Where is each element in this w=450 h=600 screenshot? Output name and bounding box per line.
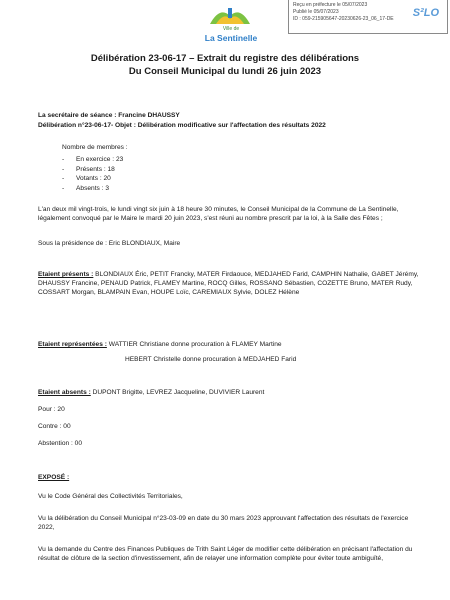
prefecture-stamp (288, 0, 448, 34)
members-list (62, 155, 123, 193)
stamp-brand-logo: S²LO (412, 7, 439, 19)
intro-paragraph: L'an deux mil vingt-trois, le lundi vingt six juin à 18 heure 30 minutes, le Conseil Municipal de la Commune de La Sentinelle, légalement convoqué par le Maire le mardi 20 juin 2023, s'est réuni au nombre prescrit par la loi, à la Salle des Fêtes ; (38, 206, 399, 222)
expose-paragraph-1: Vu le Code Général des Collectivités Territoriales, (38, 493, 183, 500)
vote-abstention: Abstention : 00 (38, 440, 82, 447)
list-item: - Absents : 3 (62, 184, 109, 192)
stamp-id: ID : 059-215905647-20230626-23_06_17-DE (293, 16, 394, 22)
object-line: Délibération n°23-06-17- Objet : Délibération modificative sur l'affectation des résultats 2022 (38, 122, 326, 129)
list-item: - Présents : 18 (62, 165, 115, 173)
expose-paragraph-3: Vu la demande du Centre des Finances Publiques de Trith Saint Léger de modifier cette délibération en précisant l'affectation du résultat de clôture de la section d'investissement, afin de relayer une information complète pour éviter toute ambiguïté, (38, 546, 413, 562)
present-label: Etaient présents : (38, 271, 94, 278)
expose-heading: EXPOSÉ : (38, 474, 70, 481)
secretary-line: La secrétaire de séance : Francine DHAUSSY (38, 112, 180, 119)
title-line-1: Délibération 23-06-17 – Extrait du registre des délibérations (90, 53, 360, 64)
represented-line-2: HEBERT Christelle donne procuration à MEDJAHED Farid (125, 356, 297, 363)
list-item: - En exercice : 23 (62, 156, 124, 163)
stamp-received: Reçu en préfecture le 05/07/2023 (293, 2, 368, 8)
represented-label: Etaient représentées : (38, 341, 107, 348)
vote-against: Contre : 00 (38, 423, 71, 430)
expose-paragraph-2: Vu la délibération du Conseil Municipal n°23-03-09 en date du 30 mars 2023 approuvant l'affectation des résultats de l'exercice 2022, (38, 515, 409, 531)
vote-for: Pour : 20 (38, 406, 65, 413)
members-heading: Nombre de membres : (62, 144, 128, 151)
title-line-2: Du Conseil Municipal du lundi 26 juin 2023 (128, 66, 322, 77)
represented-line-1: Etaient représentées : WATTIER Christiane donne procuration à FLAMEY Martine (38, 341, 282, 348)
document-title (0, 52, 450, 78)
list-item: - Votants : 20 (62, 175, 111, 182)
present-paragraph (38, 270, 426, 297)
presidency-line: Sous la présidence de : Eric BLONDIAUX, Maire (38, 240, 181, 247)
logo-name: La Sentinelle (204, 33, 258, 43)
stamp-published: Publié le 05/07/2023 (293, 9, 339, 15)
logo-small-text: Ville de (222, 26, 240, 32)
present-names: BLONDIAUX Éric, PETIT Francky, MATER Firdaouce, MEDJAHED Farid, CAMPHIN Nathalie, GABET Jérémy, DHAUSSY Francine, PENAUD Patrick, FLAMEY Martine, ROCQ Gilles, ROSSANO Sébastien, COZETTE Bruno, MATER Rudy, COSSART Morgan, BLAMPAIN Evan, HOUPE Loïc, CAREMIAUX Sylvie, DOLEZ Hélène (38, 271, 419, 296)
absent-label: Etaient absents : (38, 389, 91, 396)
absent-line: Etaient absents : DUPONT Brigitte, LEVREZ Jacqueline, DUVIVIER Laurent (38, 389, 265, 396)
logo-text (196, 25, 266, 43)
